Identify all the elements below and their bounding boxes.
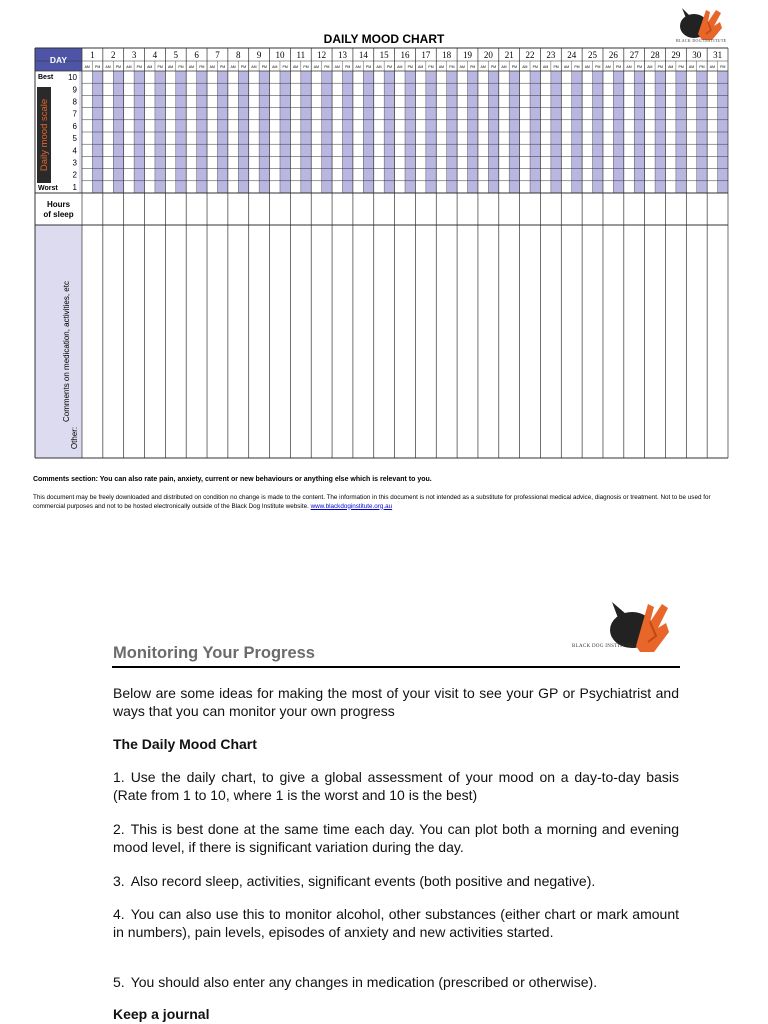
am-label: AM: [230, 65, 236, 69]
am-label: AM: [105, 65, 111, 69]
am-label: AM: [355, 65, 361, 69]
am-label: AM: [251, 65, 257, 69]
pm-label: PM: [678, 65, 684, 69]
day-number: 30: [692, 50, 702, 60]
am-label: AM: [84, 65, 90, 69]
am-label: AM: [397, 65, 403, 69]
day-number: 13: [337, 50, 347, 60]
chart-title: DAILY MOOD CHART: [323, 32, 445, 46]
pm-label: PM: [115, 65, 122, 69]
day-number: 29: [671, 50, 681, 60]
scale-number: 10: [68, 73, 77, 83]
day-number: 23: [546, 50, 556, 60]
pm-label: PM: [636, 65, 643, 69]
am-label: AM: [647, 65, 653, 69]
list-item: [113, 872, 679, 890]
am-label: AM: [480, 65, 486, 69]
scale-number: 1: [72, 182, 77, 192]
pm-label: PM: [574, 65, 580, 69]
day-number: 8: [236, 50, 241, 60]
am-label: AM: [626, 65, 632, 69]
scale-number: 5: [72, 134, 77, 144]
intro-paragraph: Below are some ideas for making the most of your visit to see your GP or Psychiatrist and ways that you can monitor your own progress: [113, 685, 679, 719]
worst-label: Worst: [38, 185, 58, 192]
day-number: 24: [567, 50, 577, 60]
list-item: [113, 820, 679, 856]
scale-number: 9: [72, 85, 77, 95]
day-number: 2: [111, 50, 116, 60]
day-number: 17: [421, 50, 431, 60]
day-number: 1: [90, 50, 95, 60]
day-number: 27: [629, 50, 639, 60]
scale-number: 7: [72, 109, 77, 119]
am-label: AM: [292, 65, 299, 69]
item-number: 4.: [113, 906, 125, 922]
list-item: [113, 768, 679, 804]
item-number: 2.: [113, 821, 125, 837]
scale-panel: [79, 71, 82, 193]
scale-number: 2: [72, 170, 77, 180]
day-number: 5: [173, 50, 179, 60]
item-number: 3.: [113, 873, 125, 889]
pm-label: PM: [220, 65, 226, 69]
day-number: 21: [504, 50, 514, 60]
scale-number: 3: [72, 158, 77, 168]
website-link[interactable]: www.blackdoginstitute.org.au: [310, 502, 393, 510]
am-label: AM: [605, 65, 611, 69]
pm-label: PM: [324, 65, 330, 69]
item-number: 5.: [113, 974, 125, 990]
am-label: AM: [438, 65, 445, 69]
item-text: This is best done at the same time each day. You can plot both a morning and evening mood level, if there is significant variation during the day.: [113, 821, 679, 855]
pm-label: PM: [261, 65, 267, 69]
am-label: AM: [459, 65, 465, 69]
comments-section-note: Comments section: You can also rate pain, anxiety, current or new behaviours or anything else which is relevant to you.: [33, 476, 432, 483]
sleep-label-line2: of sleep: [43, 210, 74, 219]
pm-label: PM: [615, 65, 622, 69]
day-number: 22: [525, 50, 535, 60]
am-label: AM: [418, 65, 424, 69]
scale-number: 6: [72, 121, 77, 131]
pm-label: PM: [553, 65, 559, 69]
pm-label: PM: [303, 65, 309, 69]
scale-number: 8: [72, 97, 77, 107]
day-number: 14: [358, 50, 368, 60]
day-number: 31: [713, 50, 723, 60]
pm-label: PM: [490, 65, 497, 69]
comments-vertical-label: Comments on medication, activities, etc: [62, 281, 71, 422]
day-header-label: DAY: [49, 55, 68, 65]
section-title: Monitoring Your Progress: [113, 644, 315, 662]
day-number: 4: [152, 50, 158, 60]
day-number: 25: [588, 50, 598, 60]
pm-label: PM: [365, 65, 372, 69]
best-label: Best: [38, 74, 54, 81]
disclaimer-body: This document may be freely downloaded and distributed on condition no change is made to the content. The information in this document is not intended as a substitute for professional medical advice, diagnosis or treatment. Not to be used for commercial purposes and not to be hosted electronically outside of the Black Dog Institute website.: [33, 494, 711, 510]
am-label: AM: [709, 65, 715, 69]
mood-chart-grid: [0, 0, 768, 470]
day-number: 9: [256, 50, 262, 60]
day-number: 10: [275, 50, 285, 60]
am-label: AM: [209, 65, 215, 69]
day-number: 3: [131, 50, 137, 60]
pm-label: PM: [720, 65, 726, 69]
pm-label: PM: [449, 65, 455, 69]
scale-number: 4: [72, 146, 77, 156]
pm-label: PM: [157, 65, 163, 69]
pm-label: PM: [511, 65, 518, 69]
dog-logo-icon: [570, 598, 680, 658]
day-number: 20: [483, 50, 493, 60]
day-number: 26: [608, 50, 618, 60]
am-label: AM: [167, 65, 174, 69]
am-label: AM: [376, 65, 382, 69]
pm-label: PM: [345, 65, 351, 69]
item-text: Also record sleep, activities, significant events (both positive and negative).: [130, 873, 596, 889]
am-label: AM: [688, 65, 695, 69]
comments-label-panel: [35, 225, 82, 458]
am-label: AM: [563, 65, 570, 69]
day-number: 28: [650, 50, 660, 60]
pm-label: PM: [470, 65, 476, 69]
list-item: [113, 973, 679, 991]
am-label: AM: [668, 65, 674, 69]
pm-label: PM: [199, 65, 205, 69]
disclaimer-text: [33, 494, 733, 511]
am-label: AM: [584, 65, 590, 69]
day-number: 18: [442, 50, 452, 60]
am-label: AM: [501, 65, 507, 69]
am-label: AM: [313, 65, 320, 69]
item-text: You can also use this to monitor alcohol, other substances (either chart or mark amount in numbers), pain levels, episodes of anxiety and new activities started.: [113, 906, 679, 940]
pm-label: PM: [282, 65, 288, 69]
day-number: 15: [379, 50, 389, 60]
subhead-daily-mood-chart: The Daily Mood Chart: [113, 736, 257, 752]
subhead-keep-journal: Keep a journal: [113, 1006, 210, 1022]
pm-label: PM: [595, 65, 601, 69]
day-number: 16: [400, 50, 410, 60]
am-label: AM: [188, 65, 195, 69]
am-label: AM: [147, 65, 153, 69]
day-number: 19: [463, 50, 473, 60]
logo-text-second: BLACK DOG INSTITUTE: [572, 644, 634, 649]
item-text: Use the daily chart, to give a global assessment of your mood on a day-to-day basis (Rate from 1 to 10, where 1 is the worst and 10 is the best): [113, 769, 679, 803]
pm-label: PM: [699, 65, 705, 69]
section-divider: [112, 666, 680, 668]
sleep-label-line1: Hours: [46, 200, 71, 209]
am-label: AM: [543, 65, 549, 69]
am-label: AM: [334, 65, 340, 69]
day-number: 6: [194, 50, 199, 60]
pm-label: PM: [407, 65, 413, 69]
mood-scale-vertical-label: Daily mood scale: [39, 98, 50, 172]
pm-label: PM: [386, 65, 392, 69]
pm-label: PM: [136, 65, 142, 69]
logo-text-top: BLACK DOG INSTITUTE: [676, 38, 727, 43]
day-number: 11: [296, 50, 306, 60]
day-number: 12: [317, 50, 327, 60]
other-vertical-label: Other:: [70, 426, 79, 450]
pm-label: PM: [428, 65, 434, 69]
am-label: AM: [126, 65, 132, 69]
day-number: 7: [215, 50, 220, 60]
pm-label: PM: [95, 65, 101, 69]
black-dog-logo-second: [570, 598, 680, 658]
am-label: AM: [272, 65, 278, 69]
pm-label: PM: [532, 65, 538, 69]
list-item: [113, 905, 679, 941]
pm-label: PM: [657, 65, 663, 69]
am-label: AM: [522, 65, 528, 69]
pm-label: PM: [240, 65, 247, 69]
pm-label: PM: [178, 65, 184, 69]
item-number: 1.: [113, 769, 125, 785]
item-text: You should also enter any changes in medication (prescribed or otherwise).: [130, 974, 598, 990]
